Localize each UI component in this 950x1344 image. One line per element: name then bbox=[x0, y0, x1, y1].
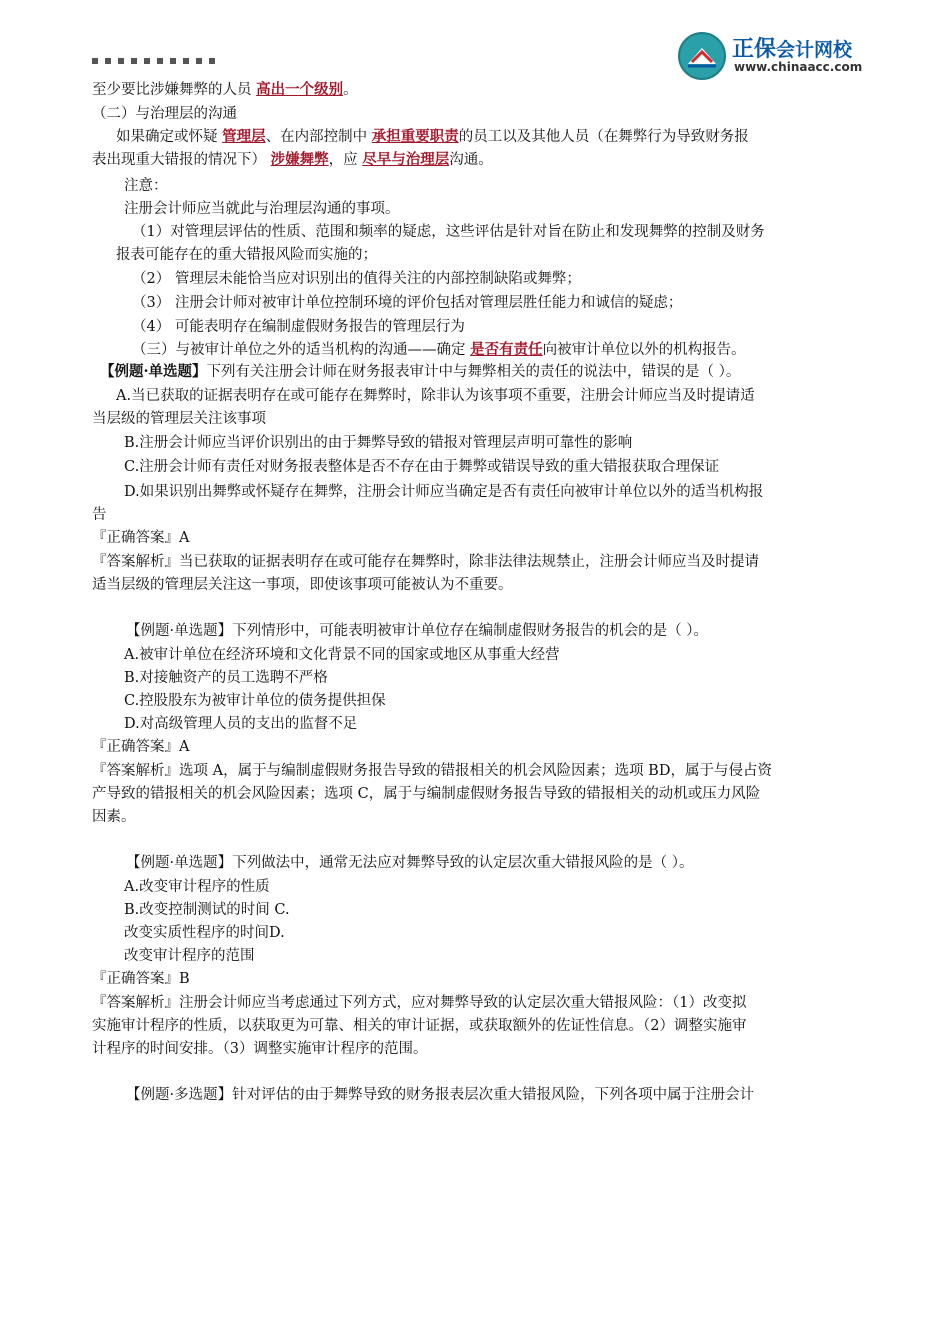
chinaacc-logo[interactable] bbox=[676, 30, 896, 82]
q1-explanation-1: 『答案解析』当已获取的证据表明存在或可能存在舞弊时，除非法律法规禁止，注册会计师应当及时提请 bbox=[92, 554, 759, 570]
q1-option-c: C.注册会计师有责任对财务报表整体是否不存在由于舞弊或错误导致的重大错报获取合理保证 bbox=[124, 459, 720, 475]
q2-option-b: B.对接触资产的员工选聘不严格 bbox=[124, 670, 328, 686]
q3-option-a: A.改变审计程序的性质 bbox=[124, 879, 270, 895]
logo-url: www.chinaacc.com bbox=[734, 60, 863, 74]
q2-option-a: A.被审计单位在经济环境和文化背景不同的国家或地区从事重大经营 bbox=[124, 647, 560, 663]
q1-explanation-2: 适当层级的管理层关注这一事项，即使该事项可能被认为不重要。 bbox=[92, 577, 513, 593]
q1-option-d-1: D.如果识别出舞弊或怀疑存在舞弊，注册会计师应当确定是否有责任向被审计单位以外的适当机构报 bbox=[124, 484, 764, 500]
q1-option-a-2: 当层级的管理层关注该事项 bbox=[92, 411, 266, 427]
note-item-4: （4） 可能表明存在编制虚假财务报告的管理层行为 bbox=[132, 319, 465, 335]
q2-explanation-3: 因素。 bbox=[92, 809, 136, 825]
note-item-2: （2） 管理层未能恰当应对识别出的值得关注的内部控制缺陷或舞弊； bbox=[132, 271, 581, 287]
q2-answer: 『正确答案』A bbox=[92, 739, 190, 755]
q1-stem: 【例题·单选题】下列有关注册会计师在财务报表审计中与舞弊相关的责任的说法中，错误的是（ ）。 bbox=[100, 363, 741, 380]
q1-option-d-2: 告 bbox=[92, 507, 107, 523]
note-text: 注册会计师应当就此与治理层沟通的事项。 bbox=[124, 201, 400, 217]
note-item-1a: （1）对管理层评估的性质、范围和频率的疑虑，这些评估是针对旨在防止和发现舞弊的控制及财务 bbox=[132, 224, 765, 240]
logo-book-icon bbox=[676, 30, 728, 82]
q2-option-d: D.对高级管理人员的支出的监督不足 bbox=[124, 716, 358, 732]
q1-option-a-1: A.当已获取的证据表明存在或可能存在舞弊时，除非认为该事项不重要，注册会计师应当及时提请适 bbox=[116, 388, 755, 404]
q3-option-b: B.改变控制测试的时间 C. bbox=[124, 902, 290, 918]
section-heading-2: （二）与治理层的沟通 bbox=[92, 106, 237, 122]
q1-answer: 『正确答案』A bbox=[92, 530, 190, 546]
q3-option-d: 改变审计程序的范围 bbox=[124, 948, 255, 964]
q2-explanation-2: 产导致的错报相关的机会风险因素；选项 C，属于与编制虚假财务报告导致的错报相关的动机或压力风险 bbox=[92, 786, 761, 802]
q1-option-b: B.注册会计师应当评价识别出的由于舞弊导致的错报对管理层声明可靠性的影响 bbox=[124, 435, 633, 451]
intro-para-line-1: 如果确定或怀疑 管理层、在内部控制中 承担重要职责的员工以及其他人员（在舞弊行为导致财务报 bbox=[116, 128, 749, 145]
cut-off-text-fragment bbox=[92, 52, 242, 64]
intro-line-1: 至少要比涉嫌舞弊的人员 高出一个级别。 bbox=[92, 81, 358, 98]
section-heading-3: （三）与被审计单位之外的适当机构的沟通——确定 是否有责任向被审计单位以外的机构报告。 bbox=[132, 341, 746, 358]
note-item-3: （3） 注册会计师对被审计单位控制环境的评价包括对管理层胜任能力和诚信的疑虑； bbox=[132, 295, 683, 311]
q3-answer: 『正确答案』B bbox=[92, 971, 190, 987]
intro-para-line-2: 表出现重大错报的情况下） 涉嫌舞弊，应 尽早与治理层沟通。 bbox=[92, 151, 493, 168]
q3-explanation-3: 计程序的时间安排。（3）调整实施审计程序的范围。 bbox=[92, 1041, 428, 1057]
q3-explanation-1: 『答案解析』注册会计师应当考虑通过下列方式，应对舞弊导致的认定层次重大错报风险：（1）改变拟 bbox=[92, 995, 747, 1011]
q2-explanation-1: 『答案解析』选项 A，属于与编制虚假财务报告导致的错报相关的机会风险因素；选项 BD，属于与侵占资 bbox=[92, 763, 772, 779]
q3-stem: 【例题·单选题】下列做法中，通常无法应对舞弊导致的认定层次重大错报风险的是（ ）。 bbox=[126, 855, 694, 871]
q2-stem: 【例题·单选题】下列情形中，可能表明被审计单位存在编制虚假财务报告的机会的是（ ）。 bbox=[126, 623, 708, 639]
q3-explanation-2: 实施审计程序的性质，以获取更为可靠、相关的审计证据，或获取额外的佐证性信息。（2）调整实施审 bbox=[92, 1018, 747, 1034]
q2-option-c: C.控股股东为被审计单位的债务提供担保 bbox=[124, 693, 386, 709]
note-item-1b: 报表可能存在的重大错报风险而实施的； bbox=[116, 247, 377, 263]
logo-brand-text: 正保会计网校 bbox=[732, 37, 853, 62]
q4-stem: 【例题·多选题】针对评估的由于舞弊导致的财务报表层次重大错报风险，下列各项中属于注册会计 bbox=[126, 1087, 755, 1103]
note-label: 注意： bbox=[124, 178, 168, 194]
q3-option-c: 改变实质性程序的时间D. bbox=[124, 925, 285, 941]
